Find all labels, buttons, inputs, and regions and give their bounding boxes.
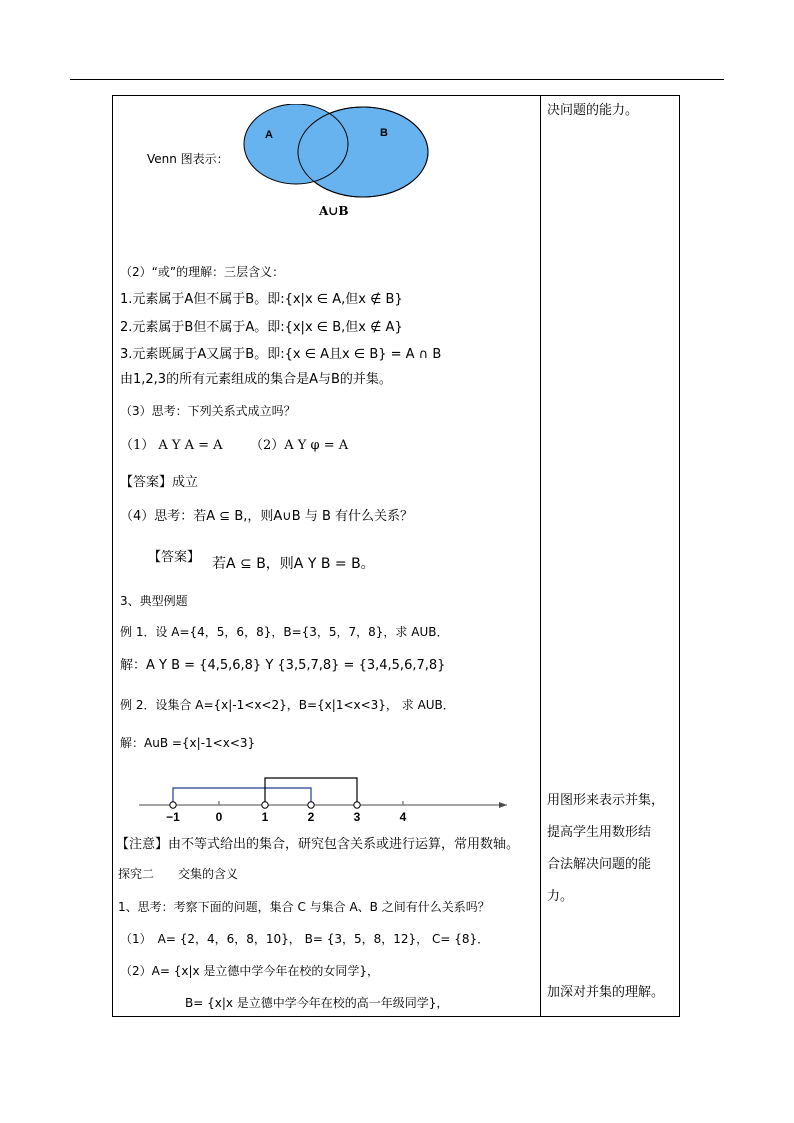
header-rule (70, 79, 724, 80)
open-endpoint (354, 802, 360, 808)
venn-caption: A∪B (319, 204, 349, 218)
number-line-tick-label: 2 (307, 810, 315, 824)
open-endpoint (262, 802, 268, 808)
number-line-tick-label: 0 (215, 810, 223, 824)
number-line (135, 770, 515, 826)
set-example-2b: B= {x|x 是立德中学今年在校的高一年级同学}， (185, 996, 449, 1010)
think3-item-1: （1） A Y A = A (120, 438, 223, 453)
think4-answer-text: 若A ⊆ B，则A Y B = B。 (212, 556, 375, 572)
think3-heading: （3）思考：下列关系式成立吗？ (120, 404, 296, 418)
side-note-2-line-2: 提高学生用数形结 (547, 825, 652, 840)
venn-set-a-label: A (265, 129, 273, 141)
number-line-tick-label: 3 (353, 810, 361, 824)
example-2: 例 2．设集合 A={x|-1<x<2}，B={x|1<x<3}， 求 AUB． (120, 698, 455, 712)
column-divider (540, 95, 541, 1017)
venn-diagram (240, 104, 432, 200)
side-note-2-line-4: 力。 (547, 889, 574, 904)
set-example-2a: （2）A= {x|x 是立德中学今年在校的女同学}， (120, 964, 380, 978)
understanding-line-3: 3.元素既属于A又属于B。即:{x ∈ A且x ∈ B} = A ∩ B (120, 347, 442, 362)
number-line-tick-label: 1 (261, 810, 269, 824)
example-1-solution: 解：A Y B = {4,5,6,8} Y {3,5,7,8} = {3,4,5,6,7,8} (120, 658, 446, 673)
number-line-tick-label: −1 (166, 810, 180, 824)
side-note-2-line-3: 合法解决问题的能 (547, 857, 652, 872)
understanding-heading: （2）“或”的理解：三层含义： (120, 265, 285, 279)
number-line-arrow (499, 802, 507, 808)
open-endpoint (308, 802, 314, 808)
side-note-3: 加深对并集的理解。 (547, 985, 665, 1000)
explore-heading: 探究二 交集的含义 (118, 867, 239, 881)
open-endpoint (170, 802, 176, 808)
set-a-interval (173, 788, 311, 805)
think3-item-2: （2）A Y φ = A (250, 438, 349, 453)
venn-circle-a (244, 104, 348, 184)
notice-text: 【注意】由不等式给出的集合，研究包含关系或进行运算，常用数轴。 (116, 837, 520, 852)
number-line-tick-label: 4 (399, 810, 407, 824)
venn-label: Venn 图表示： (147, 152, 229, 166)
set-example-1: （1） A= {2，4，6，8，10}， B= {3，5，8，12}， C= {8}． (120, 932, 490, 946)
venn-set-b-label: B (380, 127, 388, 139)
think4-answer-tag: 【答案】 (148, 550, 201, 565)
understanding-line-2: 2.元素属于B但不属于A。即:{x|x ∈ B,但x ∉ A} (120, 320, 403, 335)
side-note-2-line-1: 用图形来表示并集， (547, 793, 665, 808)
think3-answer: 【答案】成立 (120, 475, 199, 490)
example-1: 例 1．设 A={4，5，6，8}，B={3，5，7，8}，求 AUB． (120, 625, 449, 639)
think-1-question: 1、思考：考察下面的问题，集合 C 与集合 A、B 之间有什么关系吗？ (118, 900, 490, 914)
think4-question: （4）思考：若A ⊆ B,，则A∪B 与 B 有什么关系？ (120, 509, 414, 524)
examples-heading: 3、典型例题 (120, 594, 188, 608)
example-2-solution: 解：AuB ={x|-1<x<3} (120, 736, 256, 750)
understanding-line-1: 1.元素属于A但不属于B。即:{x|x ∈ A,但x ∉ B} (120, 292, 403, 307)
side-note-1: 决问题的能力。 (547, 103, 639, 118)
understanding-line-4: 由1,2,3的所有元素组成的集合是A与B的并集。 (120, 372, 392, 387)
